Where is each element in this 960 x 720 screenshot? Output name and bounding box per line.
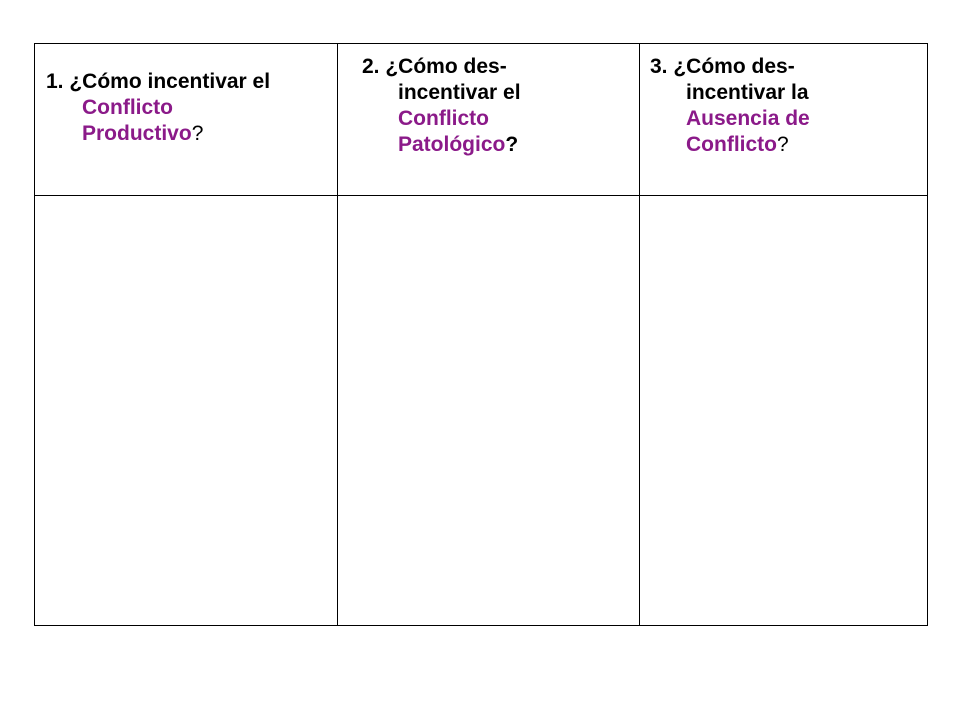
question-3-line-2: incentivar la [686, 81, 809, 104]
answer-cell-3[interactable] [640, 196, 928, 626]
question-3-number: 3. [650, 55, 668, 78]
question-1-line-1 [46, 69, 337, 95]
question-1-lead: ¿Cómo incentivar el [69, 70, 271, 93]
question-3-qmark: ? [776, 133, 789, 156]
answer-row [35, 196, 928, 626]
question-2-qmark: ? [505, 133, 519, 156]
question-2-line-4 [362, 132, 639, 158]
question-2 [338, 44, 639, 158]
question-3-line-4 [650, 132, 927, 158]
answer-area-1[interactable] [35, 196, 337, 625]
question-cell-1 [35, 44, 338, 196]
question-2-highlight-1: Conflicto [398, 107, 489, 130]
answer-area-3[interactable] [640, 196, 927, 625]
question-table [34, 43, 928, 626]
question-1-line-3 [46, 121, 337, 147]
answer-area-2[interactable] [338, 196, 639, 625]
question-3-line-1 [650, 54, 927, 80]
question-2-line-1 [362, 54, 639, 80]
question-3-highlight-1: Ausencia de [686, 107, 810, 130]
answer-cell-1[interactable] [35, 196, 338, 626]
question-cell-3 [640, 44, 928, 196]
answer-cell-2[interactable] [338, 196, 640, 626]
question-2-line-2: incentivar el [398, 81, 521, 104]
question-2-number: 2. [362, 55, 380, 78]
question-3 [640, 44, 927, 158]
question-table-container [34, 43, 927, 625]
question-2-highlight-2: Patológico [398, 133, 506, 156]
question-1 [35, 44, 337, 147]
question-cell-2 [338, 44, 640, 196]
question-3-highlight-2: Conflicto [686, 133, 777, 156]
question-1-highlight-2: Productivo [82, 122, 192, 145]
question-1-qmark: ? [191, 122, 204, 145]
question-1-highlight-1: Conflicto [82, 96, 173, 119]
question-3-lead: ¿Cómo des- [673, 55, 795, 78]
question-2-lead: ¿Cómo des- [385, 55, 507, 78]
question-1-number: 1. [46, 70, 64, 93]
header-row [35, 44, 928, 196]
